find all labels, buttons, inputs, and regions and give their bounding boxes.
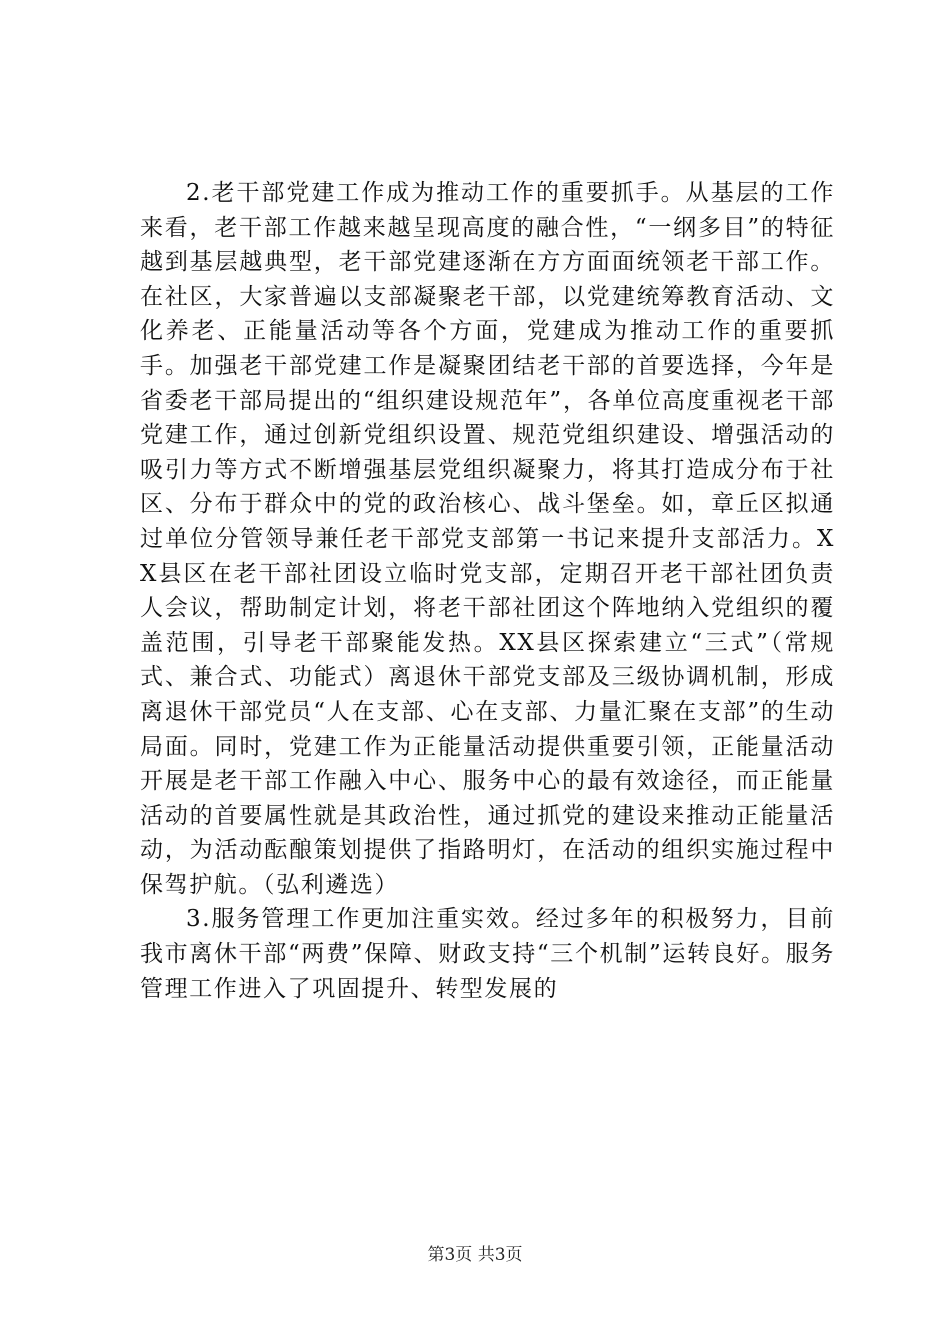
document-body (140, 176, 835, 1006)
paragraph-service-management: 3.服务管理工作更加注重实效。经过多年的积极努力，目前我市离休干部“两费”保障、财政支持“三个机制”运转良好。服务管理工作进入了巩固提升、转型发展的 (140, 906, 835, 1002)
page-footer: 第3页 共3页 (427, 1245, 523, 1265)
paragraph-party-building: 2.老干部党建工作成为推动工作的重要抓手。从基层的工作来看，老干部工作越来越呈现高度的融合性，“一纲多目”的特征越到基层越典型，老干部党建逐渐在方方面面统领老干部工作。在社区，大家普遍以支部凝聚老干部，以党建统筹教育活动、文化养老、正能量活动等各个方面，党建成为推动工作的重要抓手。加强老干部党建工作是凝聚团结老干部的首要选择，今年是省委老干部局提出的“组织建设规范年”，各单位高度重视老干部党建工作，通过创新党组织设置、规范党组织建设、增强活动的吸引力等方式不断增强基层党组织凝聚力，将其打造成分布于社区、分布于群众中的党的政治核心、战斗堡垒。如，章丘区拟通过单位分管领导兼任老干部党支部第一书记来提升支部活力。XX县区在老干部社团设立临时党支部，定期召开老干部社团负责人会议，帮助制定计划，将老干部社团这个阵地纳入党组织的覆盖范围，引导老干部聚能发热。XX县区探索建立“三式”（常规式、兼合式、功能式）离退休干部党支部及三级协调机制，形成离退休干部党员“人在支部、心在支部、力量汇聚在支部”的生动局面。同时，党建工作为正能量活动提供重要引领，正能量活动开展是老干部工作融入中心、服务中心的最有效途径，而正能量活动的首要属性就是其政治性，通过抓党的建设来推动正能量活动，为活动酝酿策划提供了指路明灯，在活动的组织实施过程中保驾护航。（弘利遴选） (140, 180, 835, 898)
